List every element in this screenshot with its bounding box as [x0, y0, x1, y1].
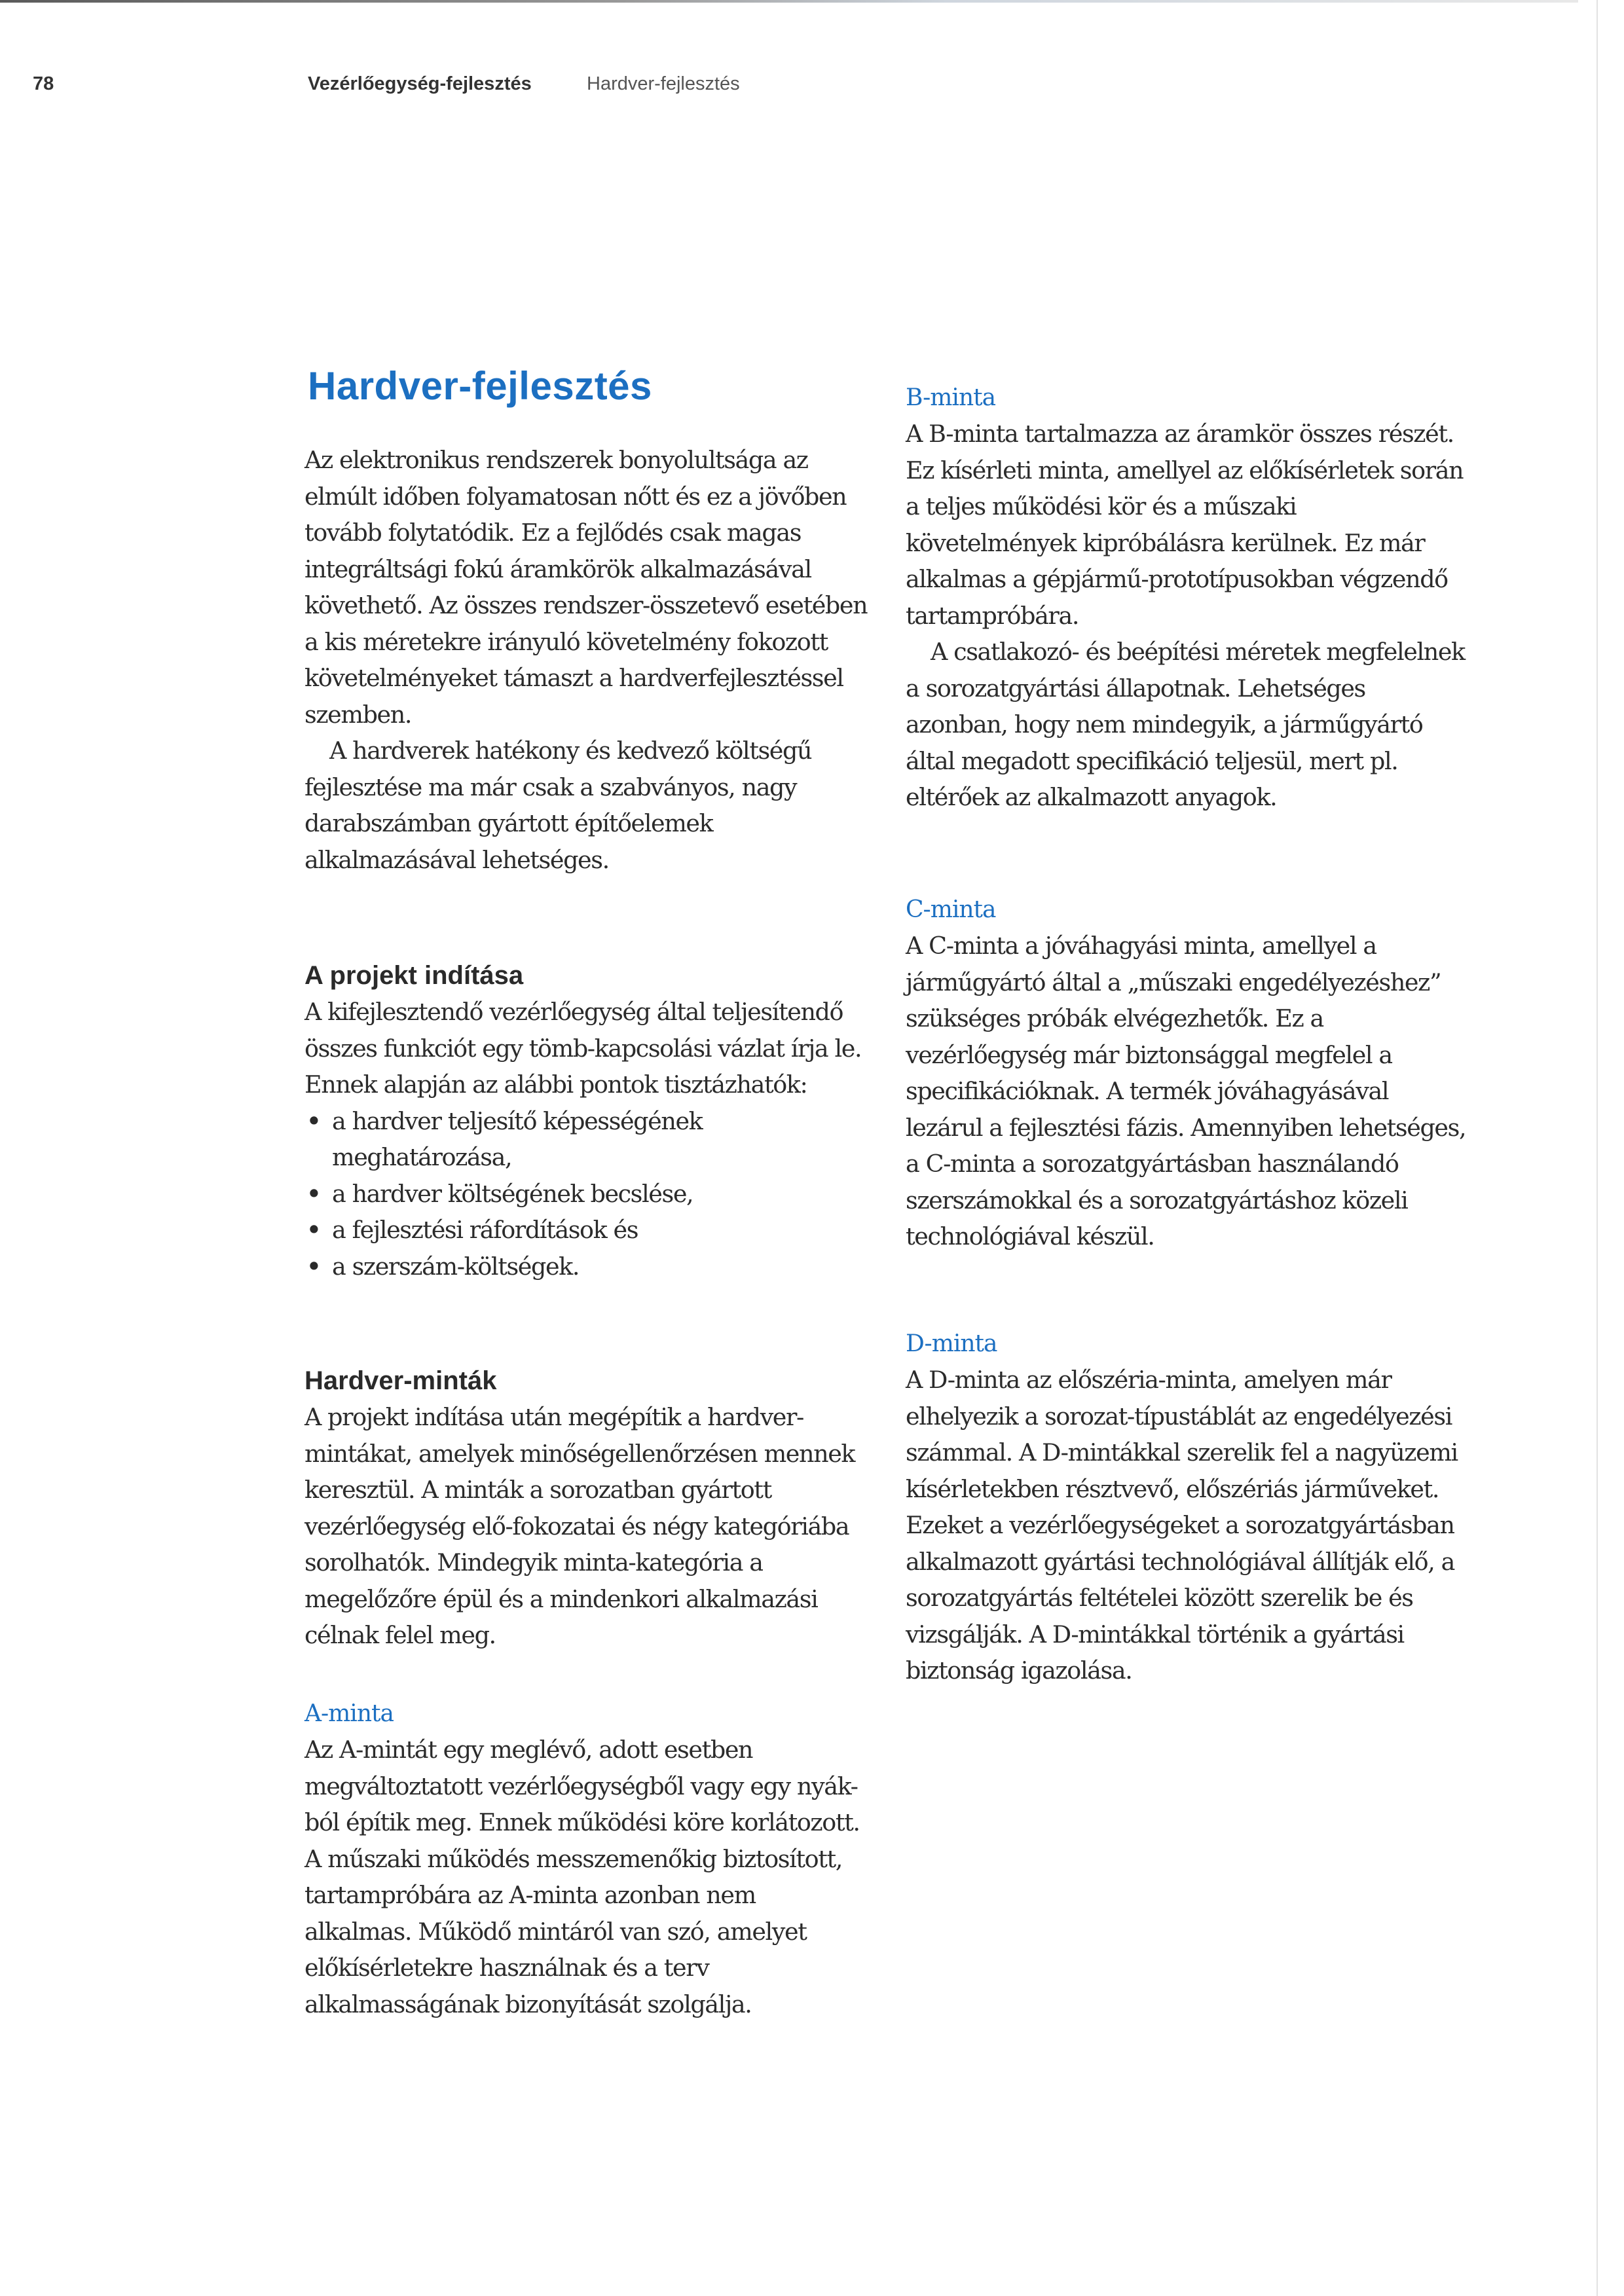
sample-a-text: Az A-mintát egy meglévő, adott esetben megváltoztatott vezérlőegységből vagy egy nyák-ból építik meg. Ennek működési köre korlátozott. A műszaki működés messzemenőkig biztosított, tartampróbára az A-minta azonban nem alkalmas. Működő mintáról van szó, amelyet előkísérletekre használnak és a terv alkalmasságának bizonyítását szolgálja. [304, 1736, 860, 2018]
sample-b-section [906, 380, 1469, 816]
sample-a-section [304, 1696, 868, 2022]
list-item: • a szerszám-költségek. [304, 1248, 868, 1285]
sample-d-section [906, 1326, 1469, 1689]
intro-section [304, 442, 868, 878]
sample-c-text: A C-minta a jóváhagyási minta, amellyel a járműgyártó által a „műszaki engedélyezéshez” szükséges próbák elvégezhetők. Ez a vezérlőegység már biztonsággal megfelel a specifikációknak. A termék jóváhagyásával lezárul a fejlesztési fázis. Amennyiben lehetséges, a C-minta a sorozatgyártásban használandó szerszámokkal és a sorozatgyártáshoz közeli technológiával készül. [906, 932, 1466, 1250]
list-item: • a hardver teljesítő képességének meghatározása, [304, 1103, 868, 1176]
page-top-edge [0, 0, 1578, 3]
running-header [0, 73, 1624, 100]
hardware-samples-heading: Hardver-minták [304, 1366, 497, 1395]
section-breadcrumb: Hardver-fejlesztés [587, 73, 740, 94]
sample-a-heading: A-minta [304, 1700, 394, 1727]
list-item: • a fejlesztési ráfordítások és [304, 1212, 868, 1248]
sample-b-heading: B-minta [906, 384, 996, 411]
sample-b-text: A csatlakozó- és beépítési méretek megfelelnek a sorozatgyártási állapotnak. Lehetséges azonban, hogy nem mindegyik, a járműgyártó által megadott specifikáció teljesül, mert pl. eltérőek az alkalmazott anyagok. [906, 638, 1465, 811]
page-title: Hardver-fejlesztés [308, 364, 652, 408]
page-right-edge [1596, 0, 1598, 2296]
page-number: 78 [33, 73, 54, 94]
project-start-heading: A projekt indítása [304, 961, 524, 990]
list-item: • a hardver költségének becslése, [304, 1176, 868, 1212]
hardware-samples-section [304, 1363, 868, 1654]
project-start-section [304, 958, 868, 1285]
sample-b-text: A B-minta tartalmazza az áramkör összes részét. Ez kísérleti minta, amellyel az előkísérletek során a teljes működési kör és a műszaki követelmények kipróbálásra kerülnek. Ez már alkalmas a gépjármű-prototípusokban végzendő tartampróbára. [906, 420, 1464, 630]
sample-c-heading: C-minta [906, 896, 996, 923]
intro-paragraph: Az elektronikus rendszerek bonyolultsága az elmúlt időben folyamatosan nőtt és ez a jövőben tovább folytatódik. Ez a fejlődés csak magas integráltsági fokú áramkörök alkalmazásával követhető. Az összes rendszer-összetevő esetében a kis méretekre irányuló követelmény fokozott követelményeket támaszt a hardverfejlesztéssel szemben. [304, 446, 868, 729]
chapter-title: Vezérlőegység-fejlesztés [308, 73, 532, 94]
project-start-text: A kifejlesztendő vezérlőegység által teljesítendő összes funkciót egy tömb-kapcsolási vázlat írja le. Ennek alapján az alábbi pontok tisztázhatók: [304, 998, 862, 1099]
sample-d-text: A D-minta az előszéria-minta, amelyen már elhelyezik a sorozat-típustáblát az engedélyezési számmal. A D-mintákkal szerelik fel a nagyüzemi kísérletekben résztvevő, előszériás járműveket. Ezeket a vezérlőegységeket a sorozatgyártásban alkalmazott gyártási technológiával állítják elő, a sorozatgyártás feltételei között szerelik be és vizsgálják. A D-mintákkal történik a gyártási biztonság igazolása. [906, 1366, 1458, 1685]
project-start-list [304, 1103, 868, 1285]
sample-d-heading: D-minta [906, 1330, 997, 1357]
sample-c-section [906, 892, 1469, 1255]
hardware-samples-text: A projekt indítása után megépítik a hardver-mintákat, amelyek minőségellenőrzésen mennek keresztül. A minták a sorozatban gyártott vezérlőegység elő-fokozatai és négy kategóriába sorolhatók. Mindegyik minta-kategória a megelőzőre épül és a mindenkori alkalmazási célnak felel meg. [304, 1403, 855, 1649]
intro-paragraph: A hardverek hatékony és kedvező költségű fejlesztése ma már csak a szabványos, nagy darabszámban gyártott építőelemek alkalmazásával lehetséges. [304, 737, 812, 874]
